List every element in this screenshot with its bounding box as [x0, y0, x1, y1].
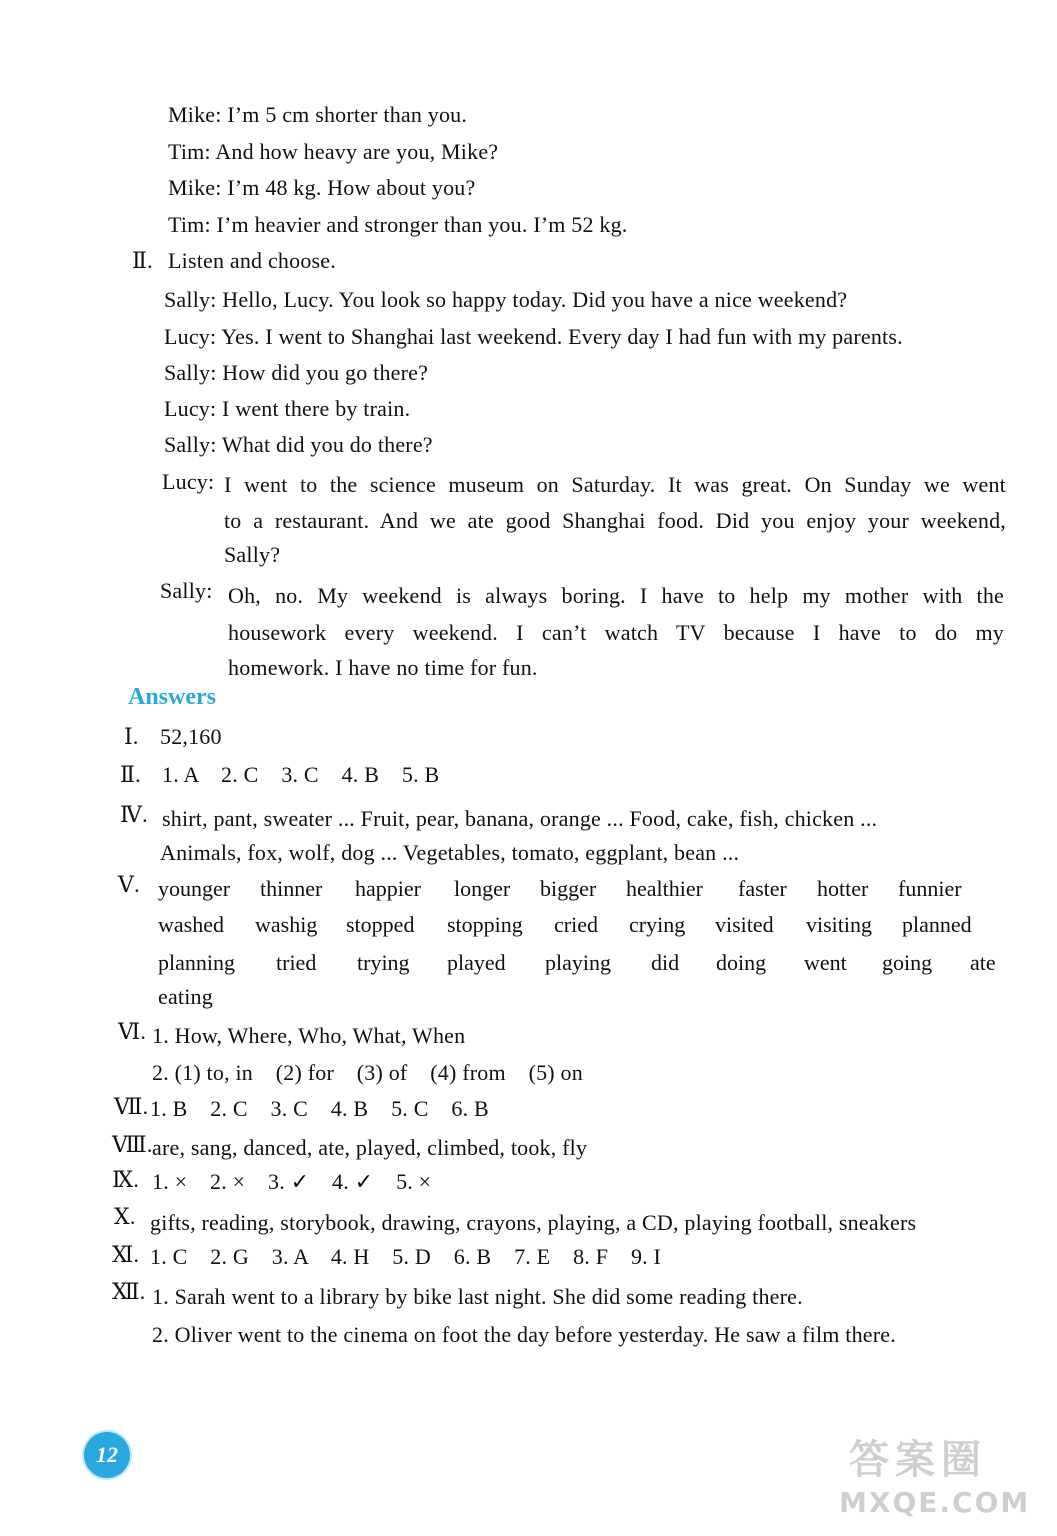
answer-text: 2. Oliver went to the cinema on foot the day before yesterday. He saw a film there. [152, 1322, 896, 1347]
word: stopping [447, 912, 523, 937]
word: went [804, 950, 847, 975]
utterance-line: Oh, no. My weekend is always boring. I have to help my mother with the [228, 583, 1004, 608]
utterance: Hello, Lucy. You look so happy today. Did you have a nice weekend? [222, 287, 848, 312]
word: playing [545, 950, 611, 975]
answer-number: Ⅹ. [114, 1204, 136, 1229]
watermark-url: MXQE.COM [839, 1486, 1031, 1519]
word-row [158, 874, 978, 904]
watermark [839, 1428, 1029, 1528]
answers-heading: Answers [128, 684, 216, 710]
word: tried [276, 950, 317, 975]
word: doing [716, 950, 767, 975]
word: ate [970, 950, 996, 975]
transcript-line: Mike: I’m 5 cm shorter than you. [168, 102, 468, 127]
answer-text: shirt, pant, sweater ... Fruit, pear, banana, orange ... Food, cake, fish, chicken ... [162, 806, 878, 831]
utterance-line: housework every weekend. I can’t watch TV because I have to do my [228, 620, 1004, 645]
utterance: How did you go there? [222, 360, 429, 385]
word: did [651, 950, 680, 975]
word-row [158, 910, 988, 940]
answer-number: Ⅶ. [114, 1094, 149, 1119]
dialog-line [164, 394, 410, 424]
word: eating [158, 984, 213, 1009]
dialog-line [164, 285, 847, 315]
word: healthier [626, 876, 703, 901]
answer-text: gifts, reading, storybook, drawing, crayons, playing, a CD, playing football, sneakers [150, 1210, 917, 1235]
answer-text: Animals, fox, wolf, dog ... Vegetables, tomato, eggplant, bean ... [160, 840, 740, 865]
answer-number: Ⅵ. [118, 1019, 147, 1044]
answer-text: 1. How, Where, Who, What, When [152, 1023, 466, 1048]
utterance: Yes. I went to Shanghai last weekend. Every day I had fun with my parents. [221, 324, 903, 349]
section-number: Ⅱ. [132, 248, 153, 273]
word: bigger [540, 876, 597, 901]
word: visited [715, 912, 774, 937]
answer-text: 1. C 2. G 3. A 4. H 5. D 6. B 7. E 8. F 9. I [150, 1244, 662, 1269]
answer-number: Ⅱ. [120, 762, 141, 787]
transcript-line: Tim: I’m heavier and stronger than you. I’m 52 kg. [168, 212, 628, 237]
answer-text: are, sang, danced, ate, played, climbed, took, fly [152, 1135, 588, 1160]
word: funnier [898, 876, 962, 901]
answer-text: 1. Sarah went to a library by bike last night. She did some reading there. [152, 1284, 803, 1309]
speaker: Sally: [164, 287, 217, 312]
transcript-line: Mike: I’m 48 kg. How about you? [168, 175, 476, 200]
word: visiting [806, 912, 873, 937]
answer-text: 1. × 2. × 3. ✓ 4. ✓ 5. × [152, 1169, 432, 1194]
answer-number: Ⅺ. [112, 1242, 140, 1267]
answer-text: 1. B 2. C 3. C 4. B 5. C 6. B [150, 1096, 489, 1121]
utterance: What did you do there? [221, 432, 433, 457]
speaker: Lucy: [164, 324, 217, 349]
word: younger [158, 876, 231, 901]
word: played [447, 950, 506, 975]
word: stopped [346, 912, 415, 937]
word: washig [255, 912, 318, 937]
word: cried [554, 912, 598, 937]
watermark-logo-text: 答案圈 [849, 1437, 987, 1483]
answer-number: Ⅸ. [112, 1167, 140, 1192]
answer-number: Ⅷ. [112, 1132, 153, 1157]
word: planning [158, 950, 235, 975]
speaker: Sally: [164, 360, 217, 385]
answer-number: Ⅰ. [124, 724, 139, 749]
word: washed [158, 912, 224, 937]
word: thinner [260, 876, 323, 901]
speaker: Sally: [160, 578, 213, 603]
answer-text: 1. A 2. C 3. C 4. B 5. B [162, 762, 440, 787]
word: happier [355, 876, 421, 901]
word: faster [738, 876, 787, 901]
dialog-line [164, 322, 903, 352]
word: going [882, 950, 933, 975]
answer-number: Ⅻ. [112, 1279, 146, 1304]
word: trying [357, 950, 410, 975]
answer-number: Ⅴ. [118, 872, 140, 897]
utterance-line: Sally? [224, 542, 281, 567]
section-title: Listen and choose. [168, 248, 336, 273]
dialog-line [164, 430, 433, 460]
word-row [158, 948, 1000, 978]
answer-text: 2. (1) to, in (2) for (3) of (4) from (5) on [152, 1060, 583, 1085]
speaker: Lucy: [162, 469, 215, 494]
dialog-line [164, 358, 428, 388]
utterance-line: I went to the science museum on Saturday. It was great. On Sunday we went [224, 472, 1006, 497]
transcript-line: Tim: And how heavy are you, Mike? [168, 139, 499, 164]
utterance-line: to a restaurant. And we ate good Shanghai food. Did you enjoy your weekend, [224, 508, 1006, 533]
speaker: Lucy: [164, 396, 217, 421]
answer-number: Ⅳ. [120, 802, 148, 827]
utterance: I went there by train. [222, 396, 411, 421]
word: crying [629, 912, 686, 937]
utterance-line: homework. I have no time for fun. [228, 655, 538, 680]
word: longer [454, 876, 511, 901]
word: planned [902, 912, 972, 937]
speaker: Sally: [164, 432, 217, 457]
page-number-badge: 12 [84, 1432, 130, 1478]
word: hotter [817, 876, 869, 901]
answer-text: 52,160 [160, 724, 222, 749]
